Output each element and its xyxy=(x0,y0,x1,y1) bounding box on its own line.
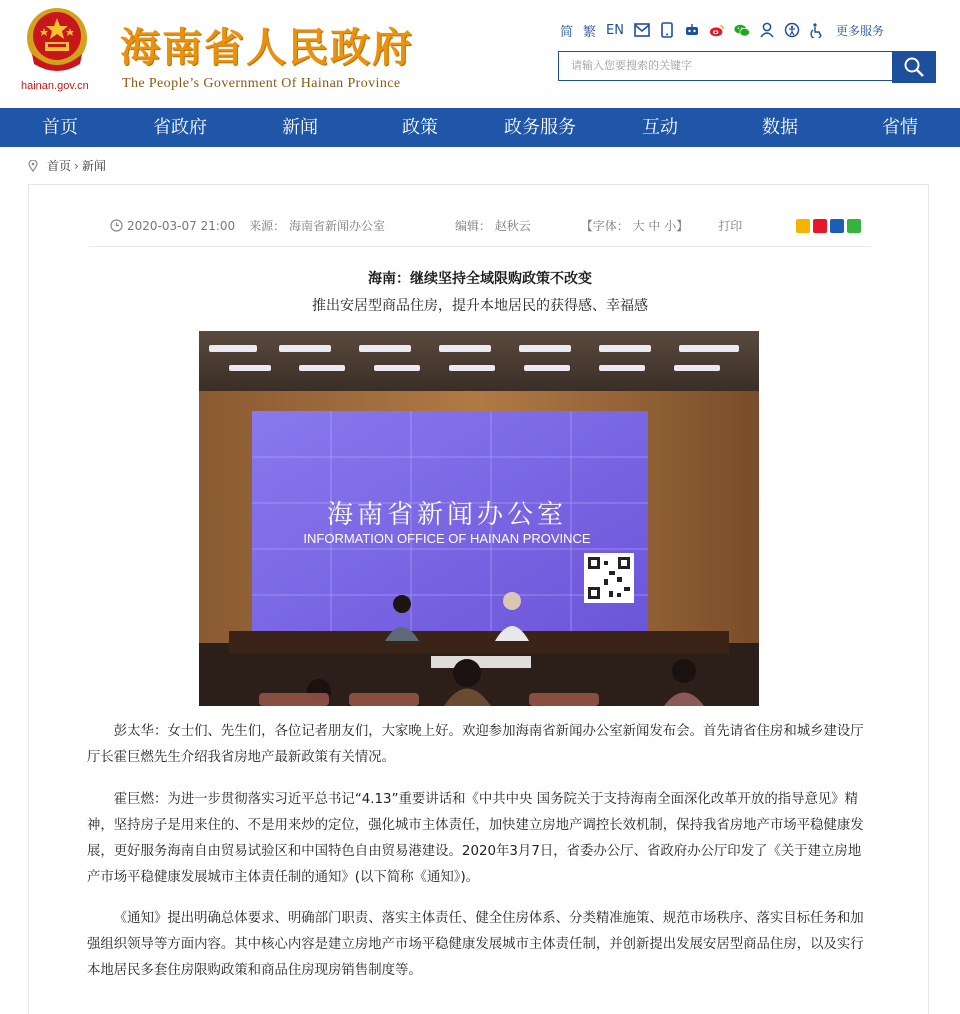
font-size-switch[interactable]: 【字体： 大 中 小】 xyxy=(580,219,689,233)
screen-subtitle-text: INFORMATION OFFICE OF HAINAN PROVINCE xyxy=(303,531,591,546)
breadcrumb-separator: › xyxy=(74,158,79,173)
mail-icon[interactable] xyxy=(634,22,650,38)
press-conference-photo xyxy=(199,331,759,706)
breadcrumb-home-link[interactable]: 首页 xyxy=(47,159,72,173)
nav-item-news[interactable]: 新闻 xyxy=(282,117,318,138)
article-subheadline: 推出安居型商品住房，提升本地居民的获得感、幸福感 xyxy=(312,298,648,314)
weibo-icon[interactable] xyxy=(709,22,725,38)
lang-simplified-link[interactable]: 简 xyxy=(560,24,574,40)
share-bar xyxy=(796,219,864,233)
article-paragraph: 霍巨燃：为进一步贯彻落实习近平总书记“4.13”重要讲话和《中共中央 国务院关于支持海南全面深化改革开放的指导意见》精神，坚持房子是用来住的、不是用来炒的定位，强化城市主体责任，加快建立房地产调控长效机制，保持我省房地产市场平稳健康发展，更好服务海南自由贸易试验区和中国特色自由贸易港建设。2020年3月7日，省委办公厅、省政府办公厅印发了《关于建立房地产市场平稳健康发展城市主体责任制的通知》(以下简称《通知》)。 xyxy=(87,792,864,885)
article-paragraph: 《通知》提出明确总体要求、明确部门职责、落实主体责任、健全住房体系、分类精准施策、规范市场秩序、落实目标任务和加强组织领导等方面内容。其中核心内容是建立房地产市场平稳健康发展城市主体责任制，并创新提出发展安居型商品住房，以及实行本地居民多套住房限购政策和商品住房现房销售制度等。 xyxy=(87,911,864,978)
site-header xyxy=(0,0,960,108)
search-icon xyxy=(903,56,925,78)
user-icon[interactable] xyxy=(759,22,775,38)
article-editor: 编辑： 赵秋云 xyxy=(454,219,531,233)
wechat-icon[interactable] xyxy=(734,22,750,38)
share-renren-icon[interactable] xyxy=(830,219,844,233)
share-wechat-icon[interactable] xyxy=(847,219,861,233)
share-weibo-icon[interactable] xyxy=(813,219,827,233)
site-subtitle: The People’s Government Of Hainan Province xyxy=(122,76,401,91)
nav-item-provincial-government[interactable]: 省政府 xyxy=(153,117,207,138)
elderly-care-icon[interactable] xyxy=(809,22,825,38)
site-title[interactable]: 海南省人民政府 xyxy=(120,24,414,71)
search-input[interactable]: 请输入您要搜索的关键字 xyxy=(558,51,892,81)
publish-datetime: 2020-03-07 21:00 xyxy=(127,218,236,233)
screen-title-text: 海南省新闻办公室 xyxy=(326,500,568,530)
national-emblem-icon[interactable] xyxy=(22,4,92,76)
print-link[interactable]: 打印 xyxy=(718,219,743,233)
location-pin-icon xyxy=(28,160,38,172)
nav-item-data[interactable]: 数据 xyxy=(762,117,798,138)
nav-item-policy[interactable]: 政策 xyxy=(402,117,438,138)
breadcrumb xyxy=(28,157,106,174)
more-services-link[interactable]: 更多服务 xyxy=(835,23,884,38)
mobile-icon[interactable] xyxy=(659,22,675,38)
article-paragraph: 彭太华：女士们、先生们，各位记者朋友们，大家晚上好。欢迎参加海南省新闻办公室新闻发布会。首先请省住房和城乡建设厅厅长霍巨燃先生介绍我省房地产最新政策有关情况。 xyxy=(87,724,864,765)
article-meta xyxy=(110,217,878,234)
lang-english-link[interactable]: EN xyxy=(606,22,624,38)
clock-icon xyxy=(110,219,123,232)
search-button[interactable] xyxy=(892,51,936,83)
main-nav xyxy=(0,108,960,147)
article-source: 来源： 海南省新闻办公室 xyxy=(249,219,385,233)
lang-traditional-link[interactable]: 繁 xyxy=(583,24,597,40)
nav-item-interaction[interactable]: 互动 xyxy=(642,117,678,138)
accessibility-icon[interactable] xyxy=(784,22,800,38)
robot-icon[interactable] xyxy=(684,22,700,38)
breadcrumb-news-link[interactable]: 新闻 xyxy=(81,159,106,173)
domain-text: hainan.gov.cn xyxy=(21,80,89,92)
share-qzone-icon[interactable] xyxy=(796,219,810,233)
top-tools xyxy=(560,20,884,40)
nav-item-gov-services[interactable]: 政务服务 xyxy=(504,117,576,138)
nav-item-province-info[interactable]: 省情 xyxy=(882,117,918,138)
meta-divider xyxy=(89,246,871,247)
article-headline: 海南：继续坚持全域限购政策不改变 xyxy=(368,271,592,287)
nav-item-home[interactable]: 首页 xyxy=(42,117,78,138)
